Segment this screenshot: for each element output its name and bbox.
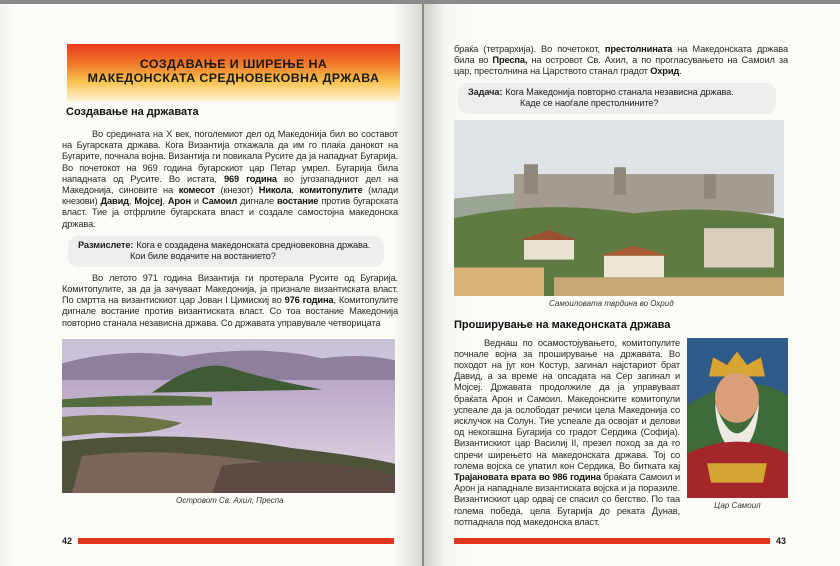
section-heading-expansion: Проширување на македонската држава [454,318,671,331]
text-run: на островот Св. Ахил, а по прогласувањето на Самоил за цар, престолнина на Царството станал градот [454,55,788,77]
text-run: браќа (тетрархија). Во почетокот, [454,44,605,54]
chapter-title-line2: МАКЕДОНСКАТА СРЕДНОВЕКОВНА ДРЖАВА [87,71,380,85]
tsar-samuel-portrait [687,338,788,498]
bold-term: Никола [258,185,292,196]
text-run: и [190,196,202,207]
text-run: Во летото 971 година Византија ги протерала Русите од Бугарија. Комитопулите, за да ја зачуваат Македонија, ја признале византиската власт. По смртта на византискиот цар Јован I Цимискиј во [62,272,398,306]
task-label: Задача: [468,86,503,97]
task-question-1: Кога Македонија повторно станала независна држава. [505,86,734,97]
fortress-photo-caption: Самоиловата тврдина во Охрид [549,298,674,308]
lake-prespa-photo [62,339,395,493]
chapter-title-line1: СОЗДАВАЊЕ И ШИРЕЊЕ НА [139,57,328,71]
footer-bar-right [454,538,770,544]
portrait-caption: Цар Самоил [714,500,761,510]
portrait-figure [687,338,788,511]
bold-term: Преспа, [492,55,528,66]
text-run: дигнале [237,196,277,207]
bold-term: комесот [178,185,215,196]
lake-photo-caption: Островот Св. Ахил, Преспа [176,495,284,505]
text-run: , [128,196,135,207]
text-run: (кнезот) [214,185,259,196]
bold-term: комитопулите [299,185,363,196]
bold-term: Арон [167,196,191,207]
text-run: во југозападниот дел на Македонија, синовите на [62,173,398,196]
think-label: Размислете: [78,239,134,250]
task-question-2: Каде се наоѓале престолнините? [520,98,659,109]
task-box [458,83,776,114]
right-page [424,4,840,566]
footer-left [62,528,398,546]
chapter-title-banner [67,44,400,102]
footer-right [454,528,788,546]
text-run: Веднаш по осамостојувањето, комитопулите почнале војна за проширување на државата. Во походот на југ кон Костур, загинал најстариот брат Давид, а за време на опсадата на Сер загинал и Мојсеј. Државата продолжиле да ја управуваат браќата Арон и Самоил. Македонските комитопули успеале да ја ослободат речиси цела Македонија со исклучок на Солун. Тие успеале да освојат и делови од некогашна Бугарија со градот Сердика (Софија). Византискиот цар Василиј II, презел поход за да го спречи ширењето на македонската држава. Тој со голема војска се упатил кон Сердика. Во битката кај [454,337,680,471]
text-run: (млади кнезови) [62,185,398,207]
bold-term: Трајановата врата во 986 година [454,472,601,483]
bold-term: востание [276,196,319,207]
text-run: против бугарската власт. Тие ја отфрлиле бугарската власт и создале самостојна македонска држава. [62,196,398,229]
page-number-right: 43 [776,536,787,547]
expansion-section [454,338,788,528]
text-run: Во средината на X век, поголемиот дел од Македонија бил во составот на Бугарската држава. Кога Византија откажала да им го плаќа данокот на Бугарите, почнала војна. Византија ги повикала Русите да ја нападнат Бугарија. Во почетокот на 969 година бугарскиот цар Петар умрел. Бугарија била нападната од Русите. Во истата, [62,129,398,184]
paragraph-continued [454,44,788,78]
bold-term: Самоил [201,196,238,207]
text-run: , [291,185,300,196]
bold-term: Мојсеј [134,196,163,207]
text-run: , [162,196,168,207]
paragraph-3 [454,338,680,528]
text-run: на Македонската држава била во [454,44,788,66]
paragraph-1 [62,129,398,230]
text-run: , Комитопулите дигнале востание против византиската власт. Со тоа востание Македонија повторно станала независна држава. Со државата управувале четворицата [62,295,398,328]
footer-bar-left [78,538,394,544]
page-number-left: 42 [62,536,73,547]
think-question-1: Кога е создадена македонската средновековна држава. [136,239,371,250]
section-heading: Создавање на државата [66,106,199,118]
ohrid-fortress-photo [454,120,784,296]
bold-term: 976 година [284,295,334,306]
text-run: . [679,66,682,77]
text-run: браќата Самоил и Арон ја нападнале византиската војска и ја поразиле. Византискиот цар одвај се спасил со бегство. По таа голема победа, цела Бугарија до реката Дунав, потпаднала под македонска власт. [454,472,681,527]
think-box [68,236,384,267]
bold-term: 969 година [223,173,277,184]
think-question-2: Кои биле водачите на востанието? [130,251,276,262]
bold-term: престолнината [604,44,673,54]
left-page [0,4,422,566]
bold-term: Охрид [650,66,680,77]
bold-term: Давид [100,196,129,207]
paragraph-2 [62,273,398,329]
